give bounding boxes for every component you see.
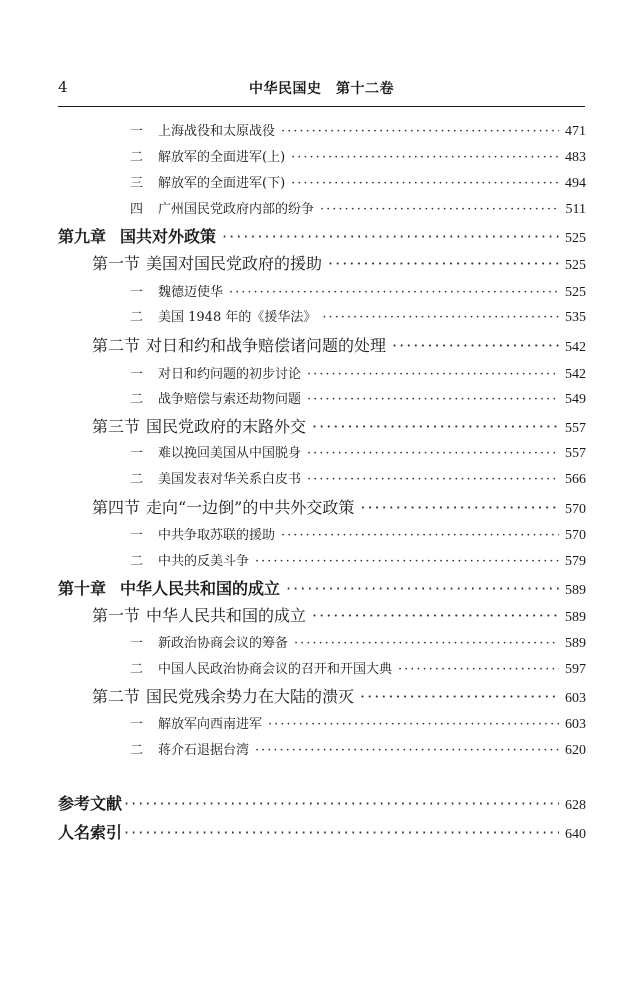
leader-dots bbox=[322, 310, 559, 325]
entry-page: 597 bbox=[565, 662, 586, 677]
entry-page: 603 bbox=[565, 691, 586, 706]
section-number: 第四节 bbox=[92, 498, 141, 517]
toc-chapter[interactable] bbox=[58, 224, 586, 247]
section-title: 走向“一边倒”的中共外交政策 bbox=[146, 498, 355, 517]
toc-chapter[interactable] bbox=[58, 576, 586, 599]
toc-entry[interactable] bbox=[130, 524, 586, 544]
entry-number: 三 bbox=[130, 176, 144, 191]
toc-entry[interactable] bbox=[130, 739, 586, 759]
leader-dots bbox=[281, 124, 559, 139]
chapter-number: 第十章 bbox=[58, 579, 107, 598]
toc-entry[interactable] bbox=[130, 713, 586, 733]
entry-page: 483 bbox=[565, 150, 586, 165]
entry-page: 525 bbox=[565, 231, 586, 246]
toc-entry[interactable] bbox=[130, 658, 586, 678]
toc-section[interactable] bbox=[92, 414, 586, 437]
leader-dots bbox=[291, 150, 559, 165]
toc-entry[interactable] bbox=[130, 172, 586, 192]
leader-dots bbox=[255, 743, 559, 758]
entry-page: 511 bbox=[565, 202, 586, 217]
toc-entry[interactable] bbox=[130, 198, 586, 218]
entry-page: 603 bbox=[565, 717, 586, 732]
entry-page: 628 bbox=[565, 798, 586, 813]
section-title: 国民党残余势力在大陆的溃灭 bbox=[146, 687, 355, 706]
chapter-title: 国共对外政策 bbox=[120, 227, 217, 246]
section-number: 第二节 bbox=[92, 336, 141, 355]
leader-dots bbox=[312, 606, 559, 625]
leader-dots bbox=[307, 367, 559, 382]
leader-dots bbox=[229, 285, 559, 300]
section-number: 第一节 bbox=[92, 606, 141, 625]
entry-number: 一 bbox=[130, 367, 144, 382]
entry-page: 525 bbox=[565, 285, 586, 300]
toc-section[interactable] bbox=[92, 495, 586, 518]
backmatter-title: 参考文献 bbox=[58, 794, 123, 813]
entry-title: 解放军的全面进军(上) bbox=[158, 150, 286, 165]
toc-backmatter[interactable] bbox=[58, 791, 586, 814]
section-number: 第一节 bbox=[92, 254, 141, 273]
entry-page: 471 bbox=[565, 124, 586, 139]
leader-dots bbox=[281, 528, 559, 543]
entry-page: 589 bbox=[565, 583, 586, 598]
section-title: 对日和约和战争赔偿诸问题的处理 bbox=[146, 336, 387, 355]
entry-title: 蒋介石退据台湾 bbox=[158, 743, 250, 758]
leader-dots bbox=[328, 254, 559, 273]
leader-dots bbox=[392, 336, 559, 355]
entry-title: 上海战役和太原战役 bbox=[158, 124, 276, 139]
entry-page: 566 bbox=[565, 472, 586, 487]
entry-title: 中国人民政治协商会议的召开和开国大典 bbox=[158, 662, 393, 677]
entry-title: 美国发表对华关系白皮书 bbox=[158, 472, 302, 487]
toc-entry[interactable] bbox=[130, 442, 586, 462]
leader-dots bbox=[307, 446, 559, 461]
entry-page: 589 bbox=[565, 636, 586, 651]
toc-entry[interactable] bbox=[130, 306, 586, 326]
leader-dots bbox=[291, 176, 559, 191]
entry-title: 广州国民党政府内部的纷争 bbox=[158, 202, 315, 217]
entry-number: 一 bbox=[130, 636, 144, 651]
section-title: 美国对国民党政府的援助 bbox=[146, 254, 323, 273]
entry-page: 570 bbox=[565, 528, 586, 543]
toc-entry[interactable] bbox=[130, 146, 586, 166]
entry-number: 一 bbox=[130, 285, 144, 300]
leader-dots bbox=[255, 554, 559, 569]
book-title: 中华民国史 第十二卷 bbox=[249, 81, 394, 97]
entry-title: 对日和约问题的初步讨论 bbox=[158, 367, 302, 382]
leader-dots bbox=[222, 227, 559, 246]
entry-page: 589 bbox=[565, 610, 586, 625]
entry-page: 557 bbox=[565, 446, 586, 461]
leader-dots bbox=[307, 392, 559, 407]
leader-dots bbox=[312, 417, 559, 436]
entry-page: 525 bbox=[565, 258, 586, 273]
leader-dots bbox=[286, 579, 559, 598]
entry-page: 620 bbox=[565, 743, 586, 758]
toc-section[interactable] bbox=[92, 251, 586, 274]
chapter-number: 第九章 bbox=[58, 227, 107, 246]
chapter-title: 中华人民共和国的成立 bbox=[120, 579, 281, 598]
entry-page: 549 bbox=[565, 392, 586, 407]
entry-number: 二 bbox=[130, 554, 144, 569]
entry-page: 494 bbox=[565, 176, 586, 191]
entry-number: 二 bbox=[130, 743, 144, 758]
entry-title: 美国 1948 年的《援华法》 bbox=[158, 310, 317, 325]
entry-number: 一 bbox=[130, 528, 144, 543]
leader-dots bbox=[398, 662, 559, 677]
entry-number: 一 bbox=[130, 124, 144, 139]
leader-dots bbox=[320, 202, 560, 217]
toc-entry[interactable] bbox=[130, 120, 586, 140]
toc-section[interactable] bbox=[92, 684, 586, 707]
entry-number: 二 bbox=[130, 662, 144, 677]
entry-number: 二 bbox=[130, 472, 144, 487]
entry-number: 二 bbox=[130, 392, 144, 407]
entry-page: 557 bbox=[565, 421, 586, 436]
leader-dots bbox=[124, 794, 559, 813]
section-number: 第二节 bbox=[92, 687, 141, 706]
toc-entry[interactable] bbox=[130, 281, 586, 301]
entry-number: 四 bbox=[130, 202, 144, 217]
entry-title: 新政治协商会议的筹备 bbox=[158, 636, 289, 651]
leader-dots bbox=[360, 687, 559, 706]
entry-number: 一 bbox=[130, 717, 144, 732]
entry-page: 542 bbox=[565, 367, 586, 382]
entry-number: 一 bbox=[130, 446, 144, 461]
entry-title: 中共的反美斗争 bbox=[158, 554, 250, 569]
entry-page: 542 bbox=[565, 340, 586, 355]
entry-title: 战争赔偿与索还劫物问题 bbox=[158, 392, 302, 407]
page-number: 4 bbox=[58, 78, 68, 96]
entry-number: 二 bbox=[130, 310, 144, 325]
leader-dots bbox=[268, 717, 559, 732]
toc-backmatter[interactable] bbox=[58, 820, 586, 843]
entry-title: 中共争取苏联的援助 bbox=[158, 528, 276, 543]
leader-dots bbox=[294, 636, 559, 651]
entry-page: 579 bbox=[565, 554, 586, 569]
entry-title: 难以挽回美国从中国脱身 bbox=[158, 446, 302, 461]
toc-entry[interactable] bbox=[130, 632, 586, 652]
section-title: 国民党政府的末路外交 bbox=[146, 417, 307, 436]
entry-page: 535 bbox=[565, 310, 586, 325]
entry-page: 640 bbox=[565, 827, 586, 842]
entry-number: 二 bbox=[130, 150, 144, 165]
entry-title: 魏德迈使华 bbox=[158, 285, 224, 300]
toc-entry[interactable] bbox=[130, 550, 586, 570]
entry-page: 570 bbox=[565, 502, 586, 517]
leader-dots bbox=[124, 823, 559, 842]
entry-title: 解放军向西南进军 bbox=[158, 717, 263, 732]
toc-section[interactable] bbox=[92, 603, 586, 626]
toc-entry[interactable] bbox=[130, 363, 586, 383]
leader-dots bbox=[360, 498, 559, 517]
backmatter-title: 人名索引 bbox=[58, 823, 123, 842]
leader-dots bbox=[307, 472, 559, 487]
toc-section[interactable] bbox=[92, 333, 586, 356]
section-number: 第三节 bbox=[92, 417, 141, 436]
toc-entry[interactable] bbox=[130, 388, 586, 408]
entry-title: 解放军的全面进军(下) bbox=[158, 176, 286, 191]
section-title: 中华人民共和国的成立 bbox=[146, 606, 307, 625]
toc-entry[interactable] bbox=[130, 468, 586, 488]
